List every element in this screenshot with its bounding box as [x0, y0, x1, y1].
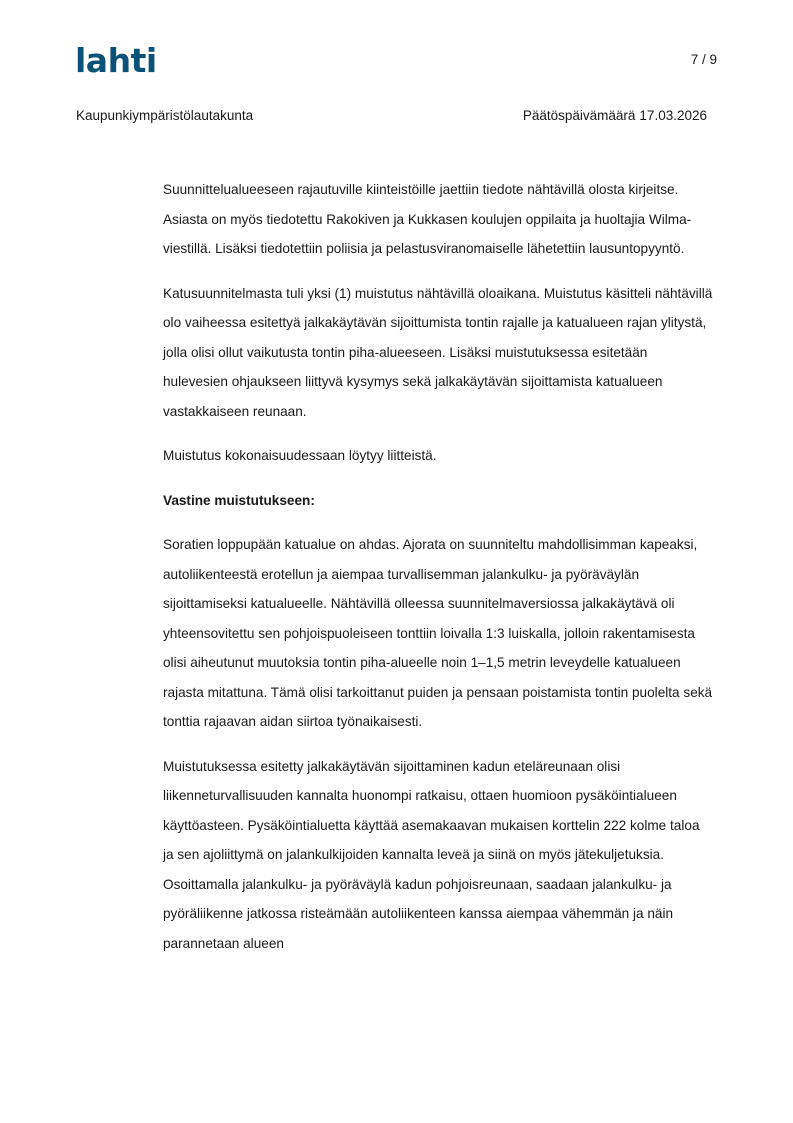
decision-date: [523, 108, 707, 123]
paragraph: Suunnittelualueeseen rajautuville kiinteistöille jaettiin tiedote nähtävillä olosta kirjeitse. Asiasta on myös tiedotettu Rakokiven ja Kukkasen koulujen oppilaita ja huoltajia Wilma-viestillä. Lisäksi tiedotettiin poliisia ja pelastusviranomaiselle lähetettiin lausuntopyyntö.: [163, 182, 692, 256]
page-number: 7 / 9: [690, 52, 717, 67]
decision-date-value: 17.03.2026: [639, 108, 707, 123]
paragraph: Muistutus kokonaisuudessaan löytyy liitteistä.: [163, 448, 437, 463]
department-name: Kaupunkiympäristölautakunta: [76, 108, 254, 123]
paragraph: Katusuunnitelmasta tuli yksi (1) muistutus nähtävillä oloaikana. Muistutus käsitteli nähtävillä olo vaiheessa esitettyä jalkakäytävän sijoittumista tontin rajalle ja katualueen rajan ylitystä, jolla olisi ollut vaikutusta tontin piha-alueeseen. Lisäksi muistutuksessa esitetään hulevesien ohjaukseen liittyvä kysymys sekä jalkakäytävän sijoittamista katualueen vastakkaiseen reunaan.: [163, 285, 713, 419]
document-header: [76, 108, 707, 123]
decision-date-label: Päätöspäivämäärä: [522, 108, 636, 123]
paragraph: Soratien loppupään katualue on ahdas. Ajorata on suunniteltu mahdollisimman kapeaksi, autoliikenteestä erotellun ja aiempaa turvallisemman jalankulku- ja pyöräväylän sijoittamiseksi katualueelle. Nähtävillä olleessa suunnitelmaversiossa jalkakäytävä oli yhteensovitettu sen pohjoispuoleiseen tonttiin loivalla 1:3 luiskalla, jolloin rakentamisesta olisi aiheutunut muutoksia tontin piha-alueelle noin 1–1,5 metrin leveydelle katualueen rajasta mitattuna. Tämä olisi tarkoittanut puiden ja pensaan poistamista tontin puolelta sekä tonttia rajaavan aidan siirtoa työnaikaisesti.: [163, 537, 713, 729]
paragraph: Muistutuksessa esitetty jalkakäytävän sijoittaminen kadun eteläreunaan olisi liikenneturvallisuuden kannalta huonompi ratkaisu, ottaen huomioon pysäköintialueen käyttöasteen. Pysäköintialuetta käyttää asemakaavan mukaisen korttelin 222 kolme taloa ja sen ajoliittymä on jalankulkijoiden kannalta leveä ja siinä on myös jätekuljetuksia. Osoittamalla jalankulku- ja pyöräväylä kadun pohjoisreunaan, saadaan jalankulku- ja pyöräliikenne jatkossa risteämään autoliikenteen kanssa aiempaa vähemmän ja näin parannetaan alueen: [163, 758, 700, 951]
section-heading: Vastine muistutukseen:: [163, 492, 315, 508]
document-body: [163, 175, 713, 973]
lahti-logo: lahti: [75, 41, 157, 80]
